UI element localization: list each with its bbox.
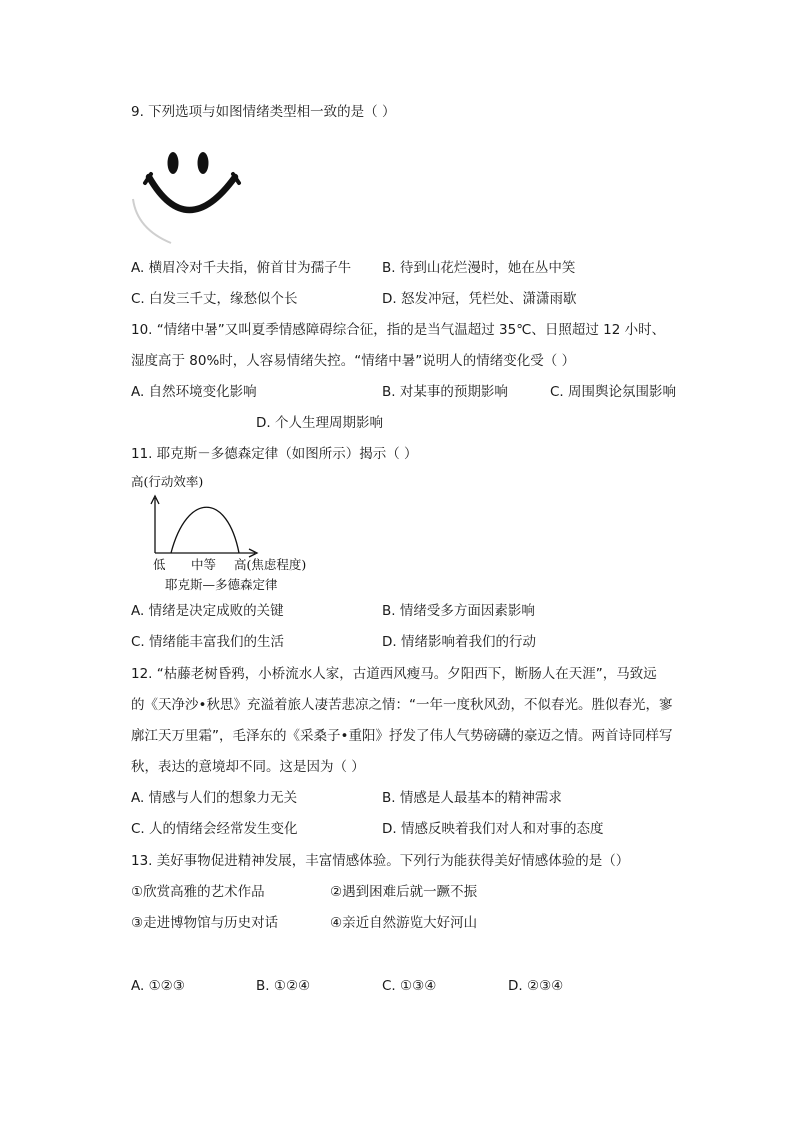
q13-stem: 13. 美好事物促进精神发展，丰富情感体验。下列行为能获得美好情感体验的是（） bbox=[131, 853, 630, 869]
q13-item-2: ②遇到困难后就一蹶不振 bbox=[330, 884, 478, 900]
q11-option-b: B. 情绪受多方面因素影响 bbox=[382, 603, 535, 619]
q10-option-a: A. 自然环境变化影响 bbox=[131, 384, 257, 400]
q12-stem-line3: 廓江天万里霜”，毛泽东的《采桑子•重阳》抒发了伟人气势磅礴的豪迈之情。两首诗同样写 bbox=[131, 728, 673, 744]
chart-x-mid: 中等 bbox=[191, 557, 217, 572]
q9-option-c: C. 白发三千丈，缘愁似个长 bbox=[131, 291, 298, 307]
chart-x-low: 低 bbox=[153, 557, 166, 572]
q13-option-d: D. ②③④ bbox=[508, 978, 564, 994]
q10-option-d: D. 个人生理周期影响 bbox=[256, 415, 383, 431]
smiley-face-icon bbox=[131, 143, 243, 247]
q12-option-b: B. 情感是人最基本的精神需求 bbox=[382, 790, 562, 806]
q10-stem-line1: 10. “情绪中暑”又叫夏季情感障碍综合征，指的是当气温超过 35℃、日照超过 12 小时、 bbox=[131, 322, 666, 338]
q13-item-3: ③走进博物馆与历史对话 bbox=[131, 915, 279, 931]
chart-x-high: 高(焦虑程度) bbox=[234, 557, 306, 572]
q13-option-a: A. ①②③ bbox=[131, 978, 185, 994]
q11-stem: 11. 耶克斯－多德森定律（如图所示）揭示（ ） bbox=[131, 446, 418, 462]
q9-option-b: B. 待到山花烂漫时，她在丛中笑 bbox=[382, 260, 576, 276]
q13-option-b: B. ①②④ bbox=[256, 978, 311, 994]
q12-stem-line2: 的《天净沙•秋思》充溢着旅人凄苦悲凉之情：“一年一度秋风劲，不似春光。胜似春光，寥 bbox=[131, 697, 673, 713]
chart-ylabel: 高(行动效率) bbox=[131, 474, 204, 489]
chart-caption: 耶克斯—多德森定律 bbox=[165, 577, 278, 592]
q11-option-a: A. 情绪是决定成败的关键 bbox=[131, 603, 284, 619]
q9-option-a: A. 横眉冷对千夫指，俯首甘为孺子牛 bbox=[131, 260, 352, 276]
q11-option-d: D. 情绪影响着我们的行动 bbox=[382, 634, 536, 650]
q12-stem-line1: 12. “枯藤老树昏鸦，小桥流水人家，古道西风瘦马。夕阳西下，断肠人在天涯”，马致远 bbox=[131, 666, 657, 682]
yerkes-dodson-chart bbox=[131, 472, 306, 596]
inverted-u-curve bbox=[171, 507, 239, 553]
q12-stem-line4: 秋，表达的意境却不同。这是因为（ ） bbox=[131, 759, 365, 775]
q10-option-c: C. 周围舆论氛围影响 bbox=[550, 384, 677, 400]
q9-stem: 9. 下列选项与如图情绪类型相一致的是（ ） bbox=[131, 104, 396, 120]
q10-option-b: B. 对某事的预期影响 bbox=[382, 384, 508, 400]
q10-stem-line2: 湿度高于 80%时，人容易情绪失控。“情绪中暑”说明人的情绪变化受（ ） bbox=[131, 353, 576, 369]
q9-option-d: D. 怒发冲冠，凭栏处、潇潇雨歇 bbox=[382, 291, 577, 307]
q12-option-c: C. 人的情绪会经常发生变化 bbox=[131, 821, 298, 837]
q13-option-c: C. ①③④ bbox=[382, 978, 437, 994]
q12-option-a: A. 情感与人们的想象力无关 bbox=[131, 790, 298, 806]
q11-option-c: C. 情绪能丰富我们的生活 bbox=[131, 634, 285, 650]
q13-item-4: ④亲近自然游览大好河山 bbox=[330, 915, 478, 931]
q13-item-1: ①欣赏高雅的艺术作品 bbox=[131, 884, 265, 900]
q12-option-d: D. 情感反映着我们对人和对事的态度 bbox=[382, 821, 604, 837]
